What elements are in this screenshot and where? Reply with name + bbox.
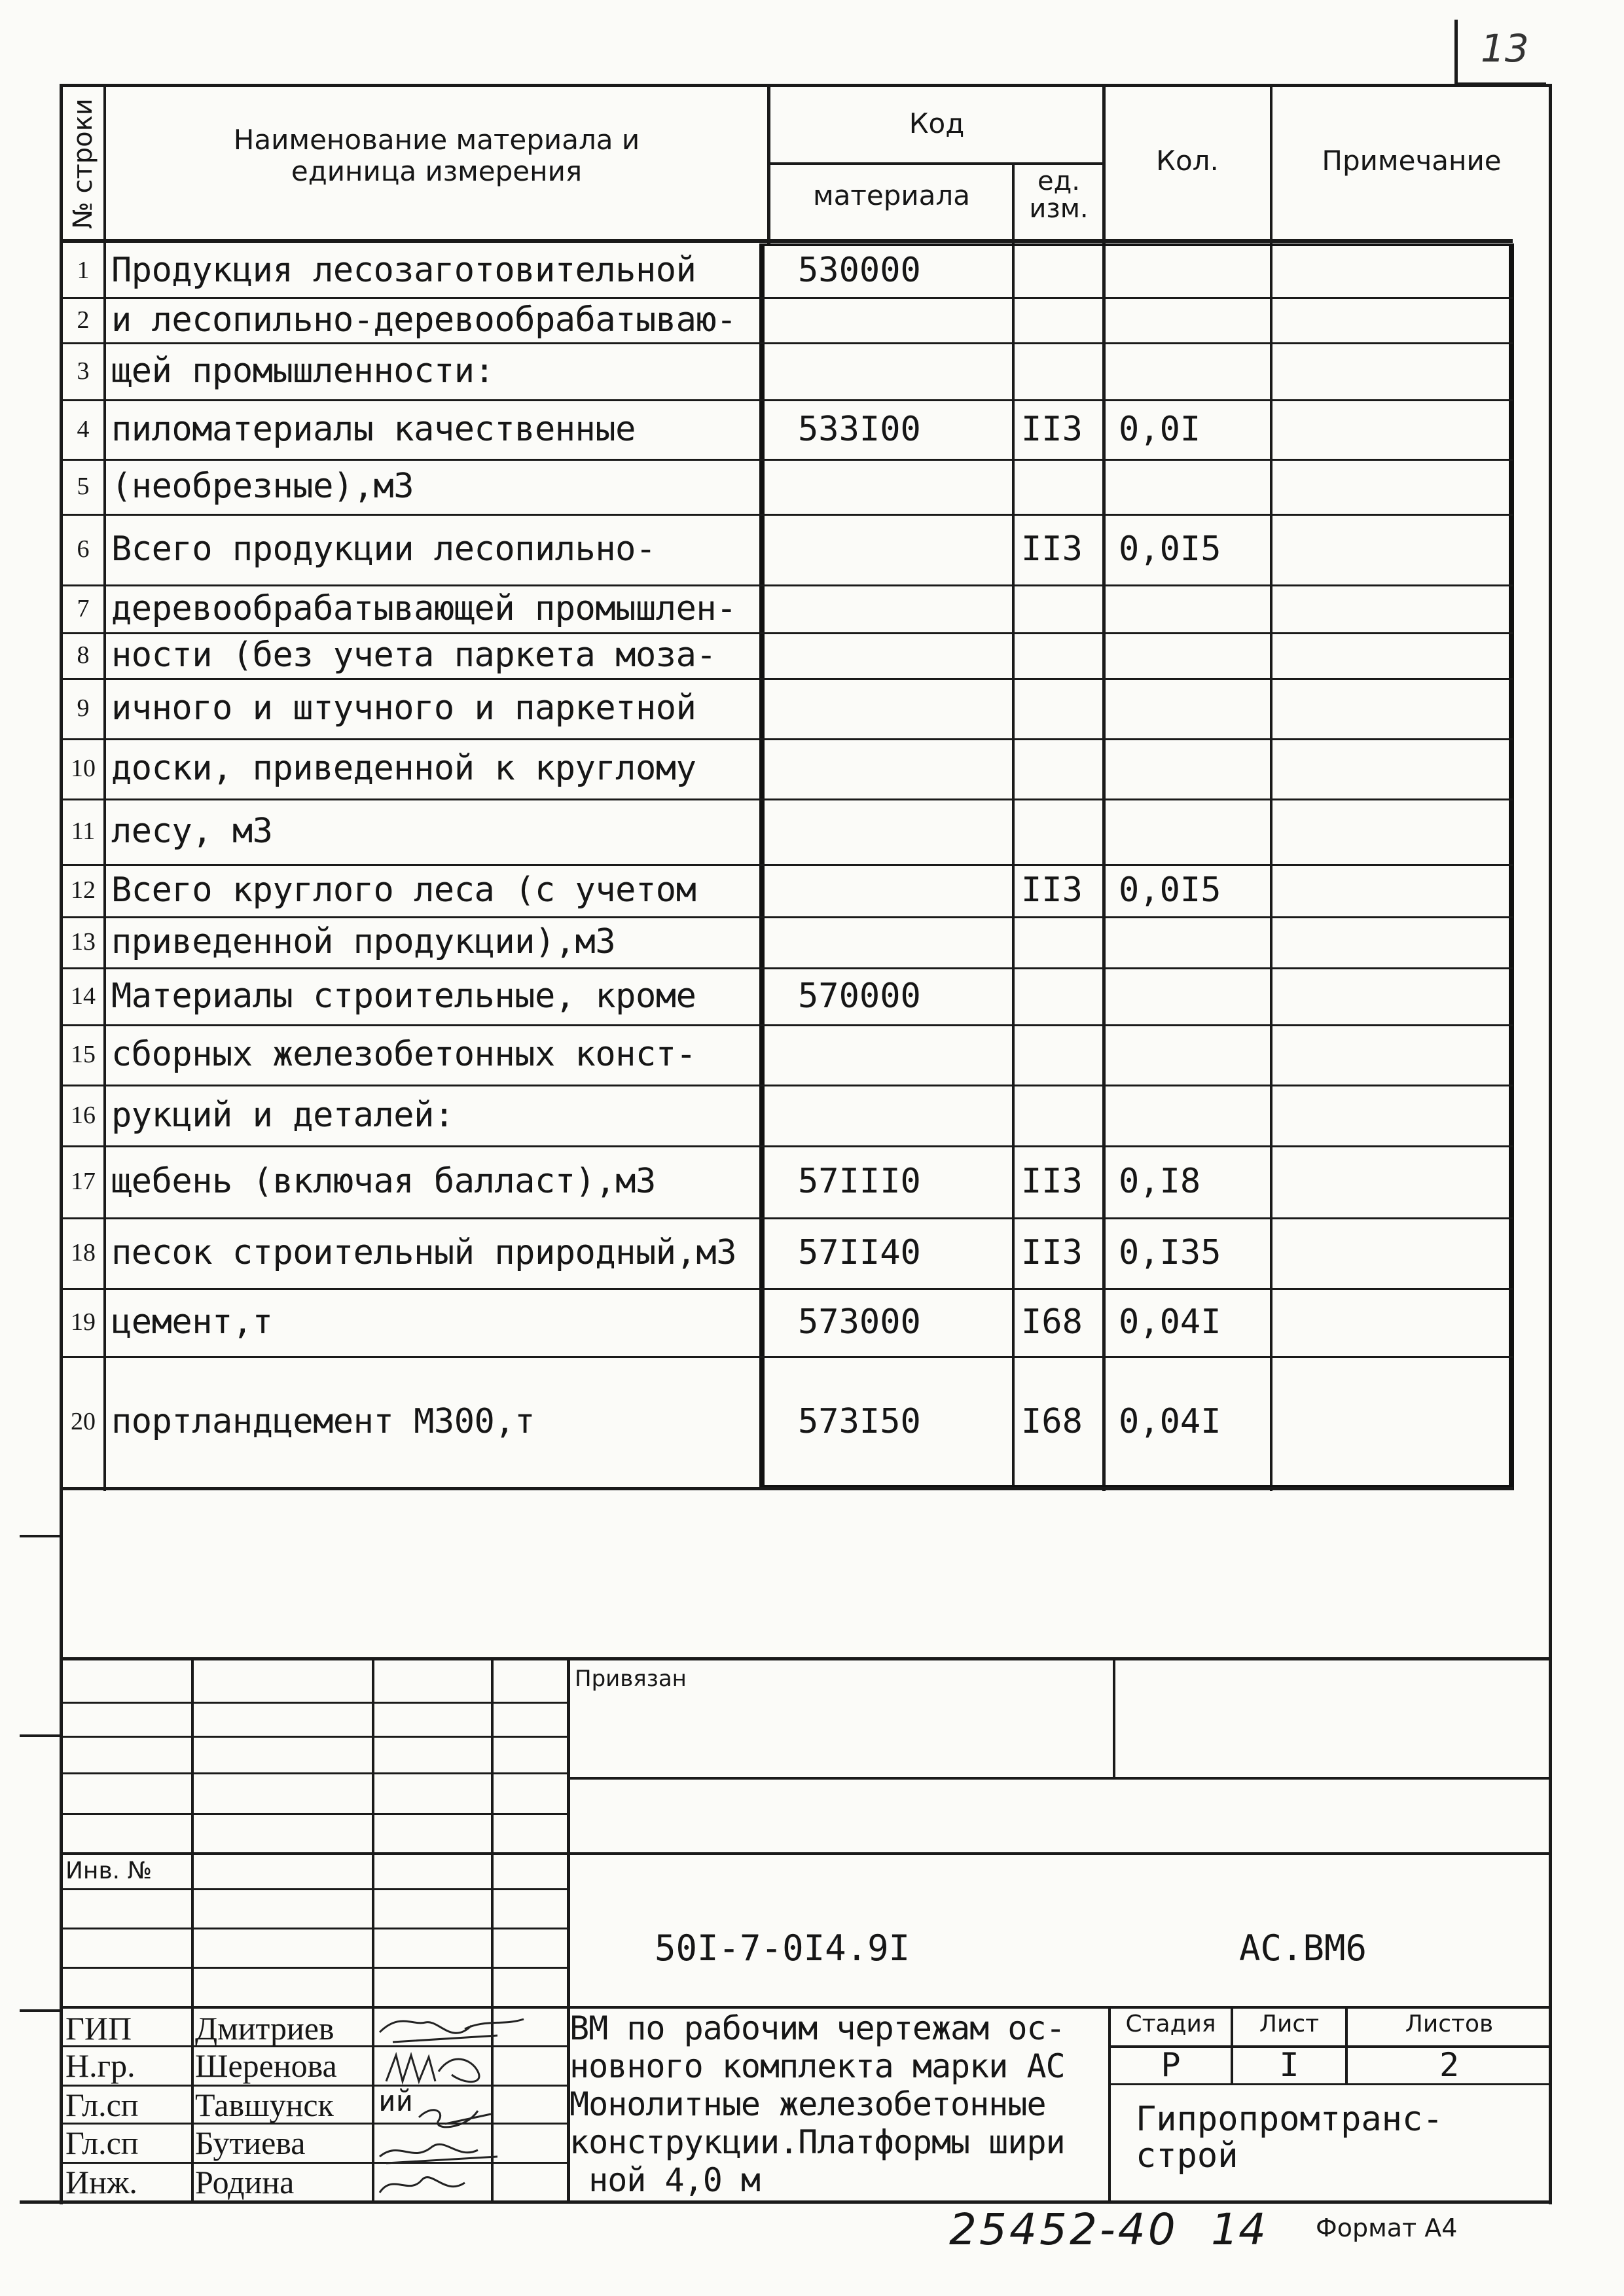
unit-code: I68 — [1021, 1302, 1083, 1342]
unit-code — [1015, 342, 1102, 399]
row-number: 12 — [71, 876, 96, 904]
material-name: (необрезные),м3 — [111, 467, 414, 506]
signer-name: Дмитриев — [195, 2010, 334, 2047]
material-code — [770, 342, 1012, 399]
unit-code: II3 — [1021, 1162, 1083, 1201]
unit-code — [1015, 632, 1102, 678]
row-number: 1 — [77, 257, 90, 284]
title-line: конструкции.Платформы шири — [569, 2123, 1065, 2161]
material-code — [770, 916, 1012, 967]
quantity — [1106, 297, 1269, 342]
material-code — [770, 584, 1012, 632]
material-code — [770, 738, 1012, 798]
quantity-header: Кол. — [1156, 145, 1219, 177]
drawing-mark: АС.ВМ6 — [1239, 1928, 1367, 1969]
corner-mark — [1454, 20, 1458, 85]
title-line: ной 4,0 м — [569, 2161, 761, 2199]
row-number: 9 — [77, 694, 90, 722]
quantity — [1106, 243, 1269, 297]
material-code — [770, 632, 1012, 678]
unit-code — [1015, 738, 1102, 798]
material-name: песок строительный природный,м3 — [111, 1233, 737, 1272]
row-number: 2 — [77, 306, 90, 334]
material-code: 573000 — [798, 1302, 921, 1342]
material-name: рукций и деталей: — [111, 1095, 454, 1135]
privyazan-label: Привязан — [575, 1666, 687, 1692]
material-code: 533I00 — [798, 409, 921, 449]
signatures-scribbles — [373, 2006, 569, 2202]
material-code: 57II40 — [798, 1233, 921, 1272]
material-name: цемент,т — [111, 1302, 273, 1342]
format-label: Формат А4 — [1316, 2214, 1458, 2242]
material-name: ности (без учета паркета моза- — [111, 636, 717, 675]
page-number: 13 — [1481, 26, 1529, 71]
unit-code: II3 — [1021, 1233, 1083, 1272]
quantity: 0,04I — [1119, 1402, 1221, 1441]
archive-number: 25452-40 — [949, 2204, 1178, 2255]
material-name: щебень (включая балласт),м3 — [111, 1162, 656, 1201]
signature-extra: ий — [378, 2085, 413, 2118]
row-number: 17 — [71, 1168, 96, 1195]
unit-code — [1015, 243, 1102, 297]
material-name: Всего круглого леса (с учетом — [111, 870, 696, 910]
quantity — [1106, 632, 1269, 678]
row-number: 4 — [77, 415, 90, 443]
sheet-label: Лист — [1259, 2011, 1320, 2037]
material-code — [770, 514, 1012, 584]
unit-code — [1015, 967, 1102, 1024]
material-code: 570000 — [798, 976, 921, 1016]
quantity — [1106, 798, 1269, 864]
material-code — [770, 678, 1012, 738]
inventory-number-label: Инв. № — [65, 1857, 153, 1884]
quantity: 0,04I — [1119, 1302, 1221, 1342]
material-code — [770, 864, 1012, 916]
signer-role: Инж. — [65, 2164, 137, 2200]
row-number: 13 — [71, 928, 96, 956]
material-name: пиломатериалы качественные — [111, 409, 636, 449]
material-name: приведенной продукции),м3 — [111, 922, 616, 961]
quantity — [1106, 1024, 1269, 1085]
quantity: 0,0I — [1119, 409, 1201, 449]
row-number: 15 — [71, 1041, 96, 1068]
stage-value: Р — [1161, 2046, 1181, 2084]
quantity — [1106, 1085, 1269, 1145]
row-number-header: № строки — [68, 98, 98, 229]
quantity: 0,0I5 — [1119, 529, 1221, 569]
code-unit-header: ед. изм. — [1029, 166, 1089, 224]
signer-role: Гл.сп — [65, 2087, 139, 2123]
note-header: Примечание — [1322, 145, 1502, 177]
unit-code: II3 — [1021, 870, 1083, 910]
signer-name: Бутиева — [195, 2125, 306, 2161]
material-code — [770, 297, 1012, 342]
quantity — [1106, 584, 1269, 632]
row-number: 3 — [77, 357, 90, 385]
material-name: Продукция лесозаготовительной — [111, 251, 696, 290]
document-code: 50I-7-0I4.9I — [655, 1928, 911, 1969]
material-code — [770, 459, 1012, 514]
signer-name: Родина — [195, 2164, 295, 2200]
sheets-label: Листов — [1405, 2011, 1494, 2037]
material-name: ичного и штучного и паркетной — [111, 689, 696, 728]
signer-name: Тавшунск — [195, 2087, 334, 2123]
signer-role: Н.гр. — [65, 2047, 135, 2084]
row-number: 6 — [77, 535, 90, 563]
quantity: 0,I35 — [1119, 1233, 1221, 1272]
signer-role: ГИП — [65, 2010, 132, 2047]
material-code: 530000 — [798, 251, 921, 290]
row-number: 16 — [71, 1101, 96, 1129]
quantity — [1106, 459, 1269, 514]
material-name: лесу, м3 — [111, 812, 273, 851]
title-line: ВМ по рабочим чертежам ос- — [569, 2009, 1065, 2047]
material-code — [770, 798, 1012, 864]
unit-code — [1015, 459, 1102, 514]
unit-code — [1015, 1024, 1102, 1085]
material-name: доски, приведенной к круглому — [111, 749, 696, 788]
quantity — [1106, 342, 1269, 399]
unit-code — [1015, 798, 1102, 864]
material-name: деревообрабатывающей промышлен- — [111, 588, 737, 628]
material-code — [770, 1024, 1012, 1085]
unit-code: I68 — [1021, 1402, 1083, 1441]
organization: Гипропромтранс- строй — [1136, 2100, 1443, 2176]
document-title — [569, 2009, 1106, 2199]
code-header: Код — [909, 107, 965, 139]
signer-role: Гл.сп — [65, 2125, 139, 2161]
quantity — [1106, 967, 1269, 1024]
row-number: 7 — [77, 594, 90, 622]
unit-code: II3 — [1021, 529, 1083, 569]
material-code — [770, 1085, 1012, 1145]
material-name: и лесопильно-деревообрабатываю- — [111, 300, 737, 340]
material-name: Всего продукции лесопильно- — [111, 529, 656, 569]
row-number: 19 — [71, 1308, 96, 1336]
quantity — [1106, 738, 1269, 798]
row-number: 20 — [71, 1408, 96, 1435]
title-line: Монолитные железобетонные — [569, 2085, 1046, 2123]
unit-code — [1015, 297, 1102, 342]
unit-code — [1015, 916, 1102, 967]
material-code: 573I50 — [798, 1402, 921, 1441]
unit-code — [1015, 1085, 1102, 1145]
stage-label: Стадия — [1125, 2011, 1216, 2037]
row-number: 5 — [77, 473, 90, 500]
sheet-mark: 14 — [1211, 2204, 1266, 2255]
material-name: сборных железобетонных конст- — [111, 1035, 696, 1074]
table-bottom — [63, 1487, 1513, 1490]
signer-name: Шеренова — [195, 2047, 337, 2084]
material-code: 57III0 — [798, 1162, 921, 1201]
row-number: 10 — [71, 755, 96, 782]
row-number: 18 — [71, 1239, 96, 1266]
sheets-value: 2 — [1439, 2046, 1460, 2084]
material-name: щей промышленности: — [111, 351, 495, 391]
unit-code: II3 — [1021, 409, 1083, 449]
row-number: 14 — [71, 982, 96, 1010]
quantity: 0,I8 — [1119, 1162, 1201, 1201]
quantity — [1106, 678, 1269, 738]
material-name-header: Наименование материала и единица измерения — [233, 124, 640, 187]
material-name: портландцемент М300,т — [111, 1402, 535, 1441]
unit-code — [1015, 584, 1102, 632]
sheet-value: I — [1279, 2046, 1299, 2084]
row-number: 8 — [77, 641, 90, 669]
material-name: Материалы строительные, кроме — [111, 976, 696, 1016]
row-number: 11 — [71, 817, 96, 845]
quantity — [1106, 916, 1269, 967]
quantity: 0,0I5 — [1119, 870, 1221, 910]
code-material-header: материала — [812, 179, 970, 211]
title-line: новного комплекта марки АС — [569, 2047, 1065, 2085]
unit-code — [1015, 678, 1102, 738]
